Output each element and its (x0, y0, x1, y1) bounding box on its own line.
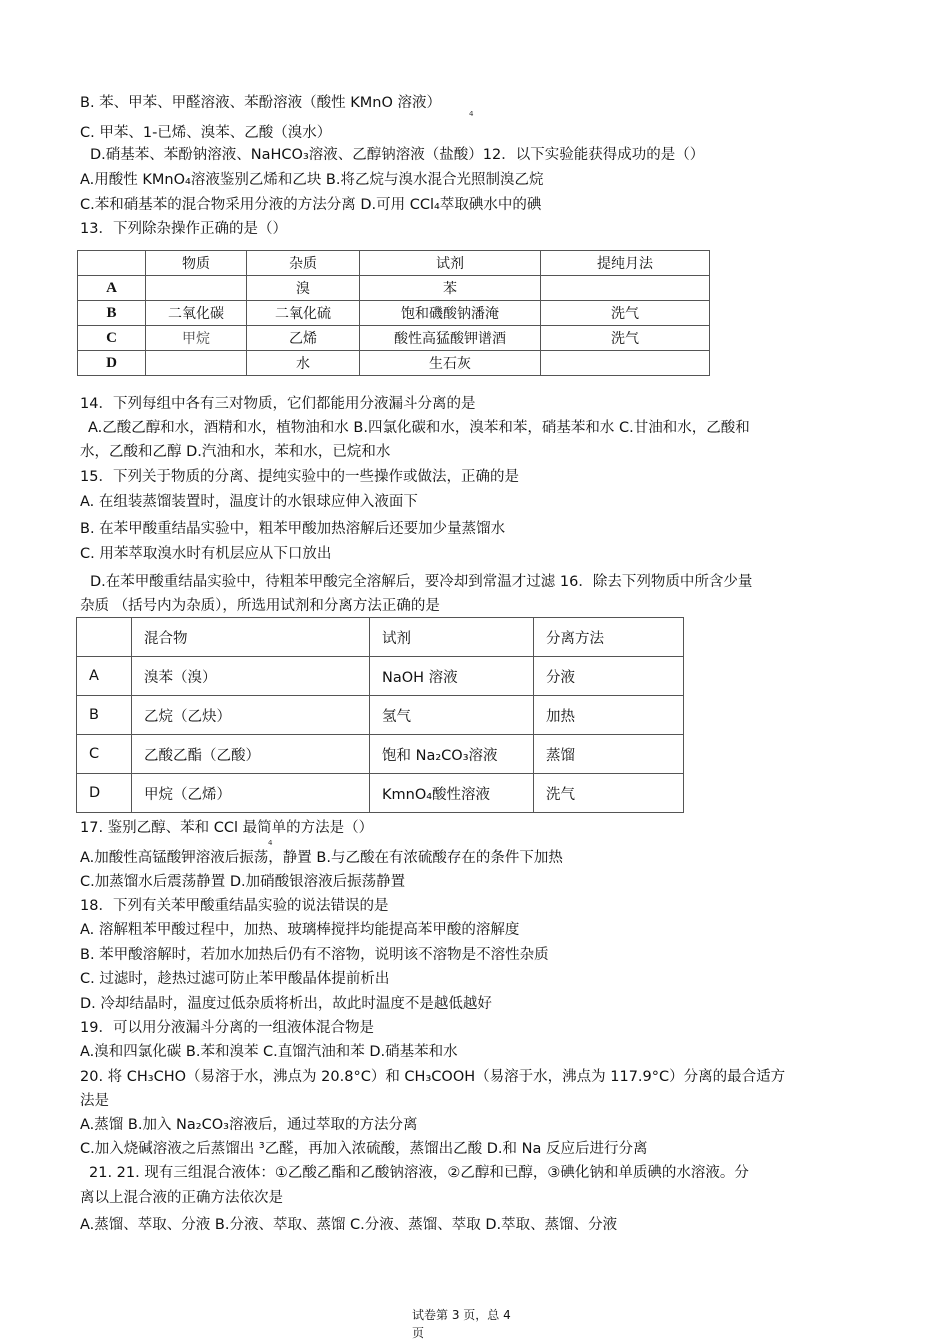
option-12d-q12-line: D.硝基苯、苯酚钠溶液、NaHCO₃溶液、乙醇钠溶液（盐酸）12．以下实验能获得成功的是（） (90, 147, 705, 163)
table-header-cell: 试剂 (360, 251, 541, 276)
table-cell: B (78, 301, 146, 326)
table-cell: 乙烷（乙炔） (132, 696, 370, 735)
page-footer (412, 1306, 511, 1342)
table-cell: 溴苯（溴） (132, 657, 370, 696)
q20-options-cd: C.加入烧碱溶液之后蒸馏出 ³乙醛，再加入浓硫酸，蒸馏出乙酸 D.和 Na 反应后进行分离 (80, 1141, 648, 1157)
table-header-cell: 试剂 (370, 618, 534, 657)
table-header-cell: 分离方法 (534, 618, 684, 657)
table-cell: B (77, 696, 132, 735)
table-cell: 饱和磯酸钠潘淹 (360, 301, 541, 326)
table-cell: D (78, 351, 146, 376)
q21-stem-cont: 离以上混合液的正确方法依次是 (80, 1190, 283, 1206)
q14-options-line1: A.乙酸乙醇和水，酒精和水，植物油和水 B.四氯化碳和水，溴苯和苯，硝基苯和水 C.甘油和水，乙酸和 (88, 420, 750, 436)
q19-options: A.溴和四氯化碳 B.苯和溴苯 C.直馏汽油和苯 D.硝基苯和水 (80, 1044, 458, 1060)
option-12c-line: C. 甲苯、1-已烯、溴苯、乙酸（溴水） (80, 125, 332, 141)
table-row (77, 774, 684, 813)
table-cell: 二氧化碳 (146, 301, 247, 326)
q14-options-line2: 水，乙酸和乙醇 D.汽油和水，苯和水，已烷和水 (80, 444, 391, 460)
q18-option-a: A. 溶解粗苯甲酸过程中，加热、玻璃棒搅拌均能提高苯甲酸的溶解度 (80, 922, 520, 938)
table-cell: NaOH 溶液 (370, 657, 534, 696)
option-12b-line: B. 苯、甲苯、甲醛溶液、苯酚溶液（酸性 KMnO 溶液） (80, 95, 442, 111)
table-row (77, 657, 684, 696)
q20-options-ab: A.蒸馏 B.加入 Na₂CO₃溶液后，通过萃取的方法分离 (80, 1117, 418, 1133)
q21-stem: 21. 21. 现有三组混合液体：①乙酸乙酯和乙酸钠溶液，②乙醇和已醇，③碘化钠和单质碘的水溶液。分 (89, 1165, 749, 1181)
q19-stem: 19．可以用分液漏斗分离的一组液体混合物是 (80, 1020, 374, 1036)
subscript-4: 4 (469, 110, 474, 118)
table-cell: 酸性高猛酸钾谱酒 (360, 326, 541, 351)
q20-stem: 20. 将 CH₃CHO（易溶于水，沸点为 20.8°C）和 CH₃COOH（易溶于水，沸点为 117.9°C）分离的最合适方 (80, 1069, 786, 1085)
table-row (77, 735, 684, 774)
q20-stem-cont: 法是 (80, 1093, 109, 1109)
table-header-cell: 混合物 (132, 618, 370, 657)
table-cell: 蒸馏 (534, 735, 684, 774)
q15-option-a: A. 在组装蒸馏装置时，温度计的水银球应伸入液面下 (80, 494, 418, 510)
table-cell (146, 276, 247, 301)
table-header-cell: 物质 (146, 251, 247, 276)
q13-table (77, 250, 710, 376)
q21-options: A.蒸馏、萃取、分液 B.分液、萃取、蒸馏 C.分液、蒸馏、萃取 D.萃取、蒸馏、分液 (80, 1217, 618, 1233)
table-cell: C (77, 735, 132, 774)
page-number-line1: 试卷第 3 页，总 4 (412, 1308, 511, 1322)
table-row (78, 326, 710, 351)
table-cell: 分液 (534, 657, 684, 696)
q18-option-d: D. 冷却结晶时，温度过低杂质将析出，故此时温度不是越低越好 (80, 996, 492, 1012)
table-cell: 甲烷（乙烯） (132, 774, 370, 813)
q12-options-ab: A.用酸性 KMnO₄溶液鉴别乙烯和乙块 B.将乙烷与溴水混合光照制溴乙烷 (80, 172, 544, 188)
table-cell (541, 351, 710, 376)
table-cell: 苯 (360, 276, 541, 301)
table-cell (541, 276, 710, 301)
q14-stem: 14．下列每组中各有三对物质，它们都能用分液漏斗分离的是 (80, 396, 476, 412)
table-row (78, 351, 710, 376)
table-cell: 洗气 (541, 301, 710, 326)
table-cell: KmnO₄酸性溶液 (370, 774, 534, 813)
table-cell: 乙烯 (247, 326, 360, 351)
table-cell: 溴 (247, 276, 360, 301)
table-cell: C (78, 326, 146, 351)
table-row (78, 276, 710, 301)
table-cell (146, 351, 247, 376)
table-cell: 洗气 (541, 326, 710, 351)
subscript-4: 4 (268, 839, 273, 847)
table-header-cell: 提纯月法 (541, 251, 710, 276)
table-cell: 洗气 (534, 774, 684, 813)
table-cell: 二氧化硫 (247, 301, 360, 326)
table-header-cell: 杂质 (247, 251, 360, 276)
q15-stem: 15．下列关于物质的分离、提纯实验中的一些操作或做法，正确的是 (80, 469, 519, 485)
page-number-line2: 页 (412, 1326, 425, 1340)
q17-stem: 17. 鉴别乙醇、苯和 CCl 最简单的方法是（） (80, 820, 374, 836)
q13-stem: 13．下列除杂操作正确的是（） (80, 221, 287, 237)
q15-option-d-q16: D.在苯甲酸重结晶实验中，待粗苯甲酸完全溶解后，要冷却到常温才过滤 16．除去下列物质中所含少量 (90, 574, 753, 590)
table-cell: 饱和 Na₂CO₃溶液 (370, 735, 534, 774)
q18-option-c: C. 过滤时，趁热过滤可防止苯甲酸晶体提前析出 (80, 971, 390, 987)
table-header-row (78, 251, 710, 276)
q18-stem: 18．下列有关苯甲酸重结晶实验的说法错误的是 (80, 898, 389, 914)
table-header-row (77, 618, 684, 657)
q16-stem: 杂质 （括号内为杂质），所选用试剂和分离方法正确的是 (80, 598, 440, 614)
table-cell: 氢气 (370, 696, 534, 735)
table-header-cell (78, 251, 146, 276)
table-cell: 乙酸乙酯（乙酸） (132, 735, 370, 774)
table-header-cell (77, 618, 132, 657)
q16-table (76, 617, 684, 813)
q17-options-cd: C.加蒸馏水后震荡静置 D.加硝酸银溶液后振荡静置 (80, 874, 406, 890)
table-cell: D (77, 774, 132, 813)
table-row (77, 696, 684, 735)
q18-option-b: B. 苯甲酸溶解时，若加水加热后仍有不溶物，说明该不溶物是不溶性杂质 (80, 947, 549, 963)
q12-options-cd: C.苯和硝基苯的混合物采用分液的方法分离 D.可用 CCl₄萃取碘水中的碘 (80, 197, 542, 213)
table-cell: A (78, 276, 146, 301)
table-cell: A (77, 657, 132, 696)
table-cell: 甲烷 (146, 326, 247, 351)
q15-option-c: C. 用苯萃取溴水时有机层应从下口放出 (80, 546, 332, 562)
table-cell: 水 (247, 351, 360, 376)
q15-option-b: B. 在苯甲酸重结晶实验中，粗苯甲酸加热溶解后还要加少量蒸馏水 (80, 521, 506, 537)
q17-options-ab: A.加酸性高锰酸钾溶液后振荡，静置 B.与乙酸在有浓硫酸存在的条件下加热 (80, 850, 563, 866)
table-cell: 生石灰 (360, 351, 541, 376)
table-cell: 加热 (534, 696, 684, 735)
table-row (78, 301, 710, 326)
